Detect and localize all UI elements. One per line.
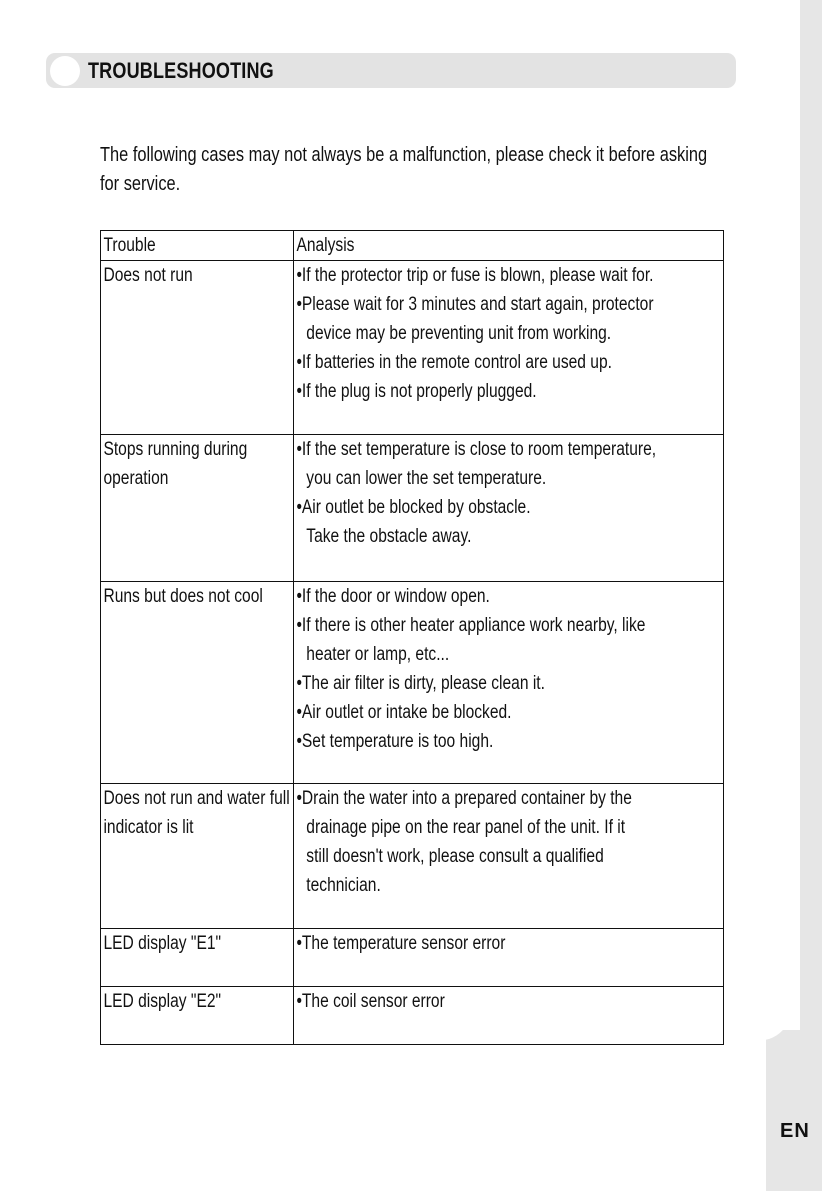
analysis-line: device may be preventing unit from working. bbox=[306, 323, 612, 344]
table-row bbox=[101, 261, 724, 435]
header-analysis: Analysis bbox=[294, 231, 724, 261]
troubleshooting-table bbox=[100, 230, 724, 1045]
trouble-label: LED display "E1" bbox=[103, 933, 222, 954]
analysis-line: •The coil sensor error bbox=[296, 991, 445, 1012]
analysis-line: •The air filter is dirty, please clean it. bbox=[296, 673, 545, 694]
table-row bbox=[101, 435, 724, 582]
analysis-cell bbox=[294, 582, 724, 784]
analysis-cell bbox=[294, 929, 724, 987]
table-row bbox=[101, 929, 724, 987]
table-row bbox=[101, 987, 724, 1045]
table-row bbox=[101, 784, 724, 929]
analysis-line: •The temperature sensor error bbox=[296, 933, 506, 954]
trouble-cell bbox=[101, 929, 294, 987]
analysis-line: •Set temperature is too high. bbox=[296, 731, 494, 752]
side-tab-cutout bbox=[762, 0, 800, 1040]
trouble-cell bbox=[101, 784, 294, 929]
trouble-label: Stops running during operation bbox=[103, 439, 248, 489]
analysis-line: •If there is other heater appliance work nearby, like bbox=[296, 615, 646, 636]
analysis-line: •Drain the water into a prepared container by the bbox=[296, 788, 632, 809]
analysis-line: heater or lamp, etc... bbox=[306, 644, 450, 665]
analysis-line: drainage pipe on the rear panel of the unit. If it bbox=[306, 817, 626, 838]
header-circle-icon bbox=[50, 56, 80, 86]
analysis-line: •If the set temperature is close to room temperature, bbox=[296, 439, 657, 460]
trouble-cell bbox=[101, 435, 294, 582]
analysis-line: •If batteries in the remote control are used up. bbox=[296, 352, 612, 373]
analysis-line: •If the door or window open. bbox=[296, 586, 490, 607]
analysis-cell bbox=[294, 784, 724, 929]
analysis-cell bbox=[294, 435, 724, 582]
table-row bbox=[101, 582, 724, 784]
trouble-cell bbox=[101, 987, 294, 1045]
header-trouble: Trouble bbox=[101, 231, 294, 261]
analysis-cell bbox=[294, 987, 724, 1045]
analysis-line: •Air outlet be blocked by obstacle. bbox=[296, 497, 531, 518]
trouble-label: Does not run bbox=[103, 265, 193, 286]
analysis-line: •If the protector trip or fuse is blown, please wait for. bbox=[296, 265, 654, 286]
analysis-line: •If the plug is not properly plugged. bbox=[296, 381, 537, 402]
analysis-line: technician. bbox=[306, 875, 381, 896]
trouble-label: LED display "E2" bbox=[103, 991, 222, 1012]
language-label: EN bbox=[780, 1120, 810, 1142]
analysis-cell bbox=[294, 261, 724, 435]
trouble-cell bbox=[101, 582, 294, 784]
side-tab-strip bbox=[800, 0, 822, 1040]
side-tab-bottom bbox=[766, 1030, 822, 1191]
trouble-label: Does not run and water full indicator is lit bbox=[103, 788, 290, 838]
intro-paragraph: The following cases may not always be a malfunction, please check it before asking for service. bbox=[100, 144, 708, 195]
trouble-cell bbox=[101, 261, 294, 435]
analysis-line: •Air outlet or intake be blocked. bbox=[296, 702, 512, 723]
analysis-line: Take the obstacle away. bbox=[306, 526, 472, 547]
trouble-label: Runs but does not cool bbox=[103, 586, 263, 607]
analysis-line: •Please wait for 3 minutes and start again, protector bbox=[296, 294, 654, 315]
analysis-line: still doesn't work, please consult a qualified bbox=[306, 846, 604, 867]
page-title: TROUBLESHOOTING bbox=[88, 58, 274, 83]
analysis-line: you can lower the set temperature. bbox=[306, 468, 547, 489]
table-header-row bbox=[101, 231, 724, 261]
